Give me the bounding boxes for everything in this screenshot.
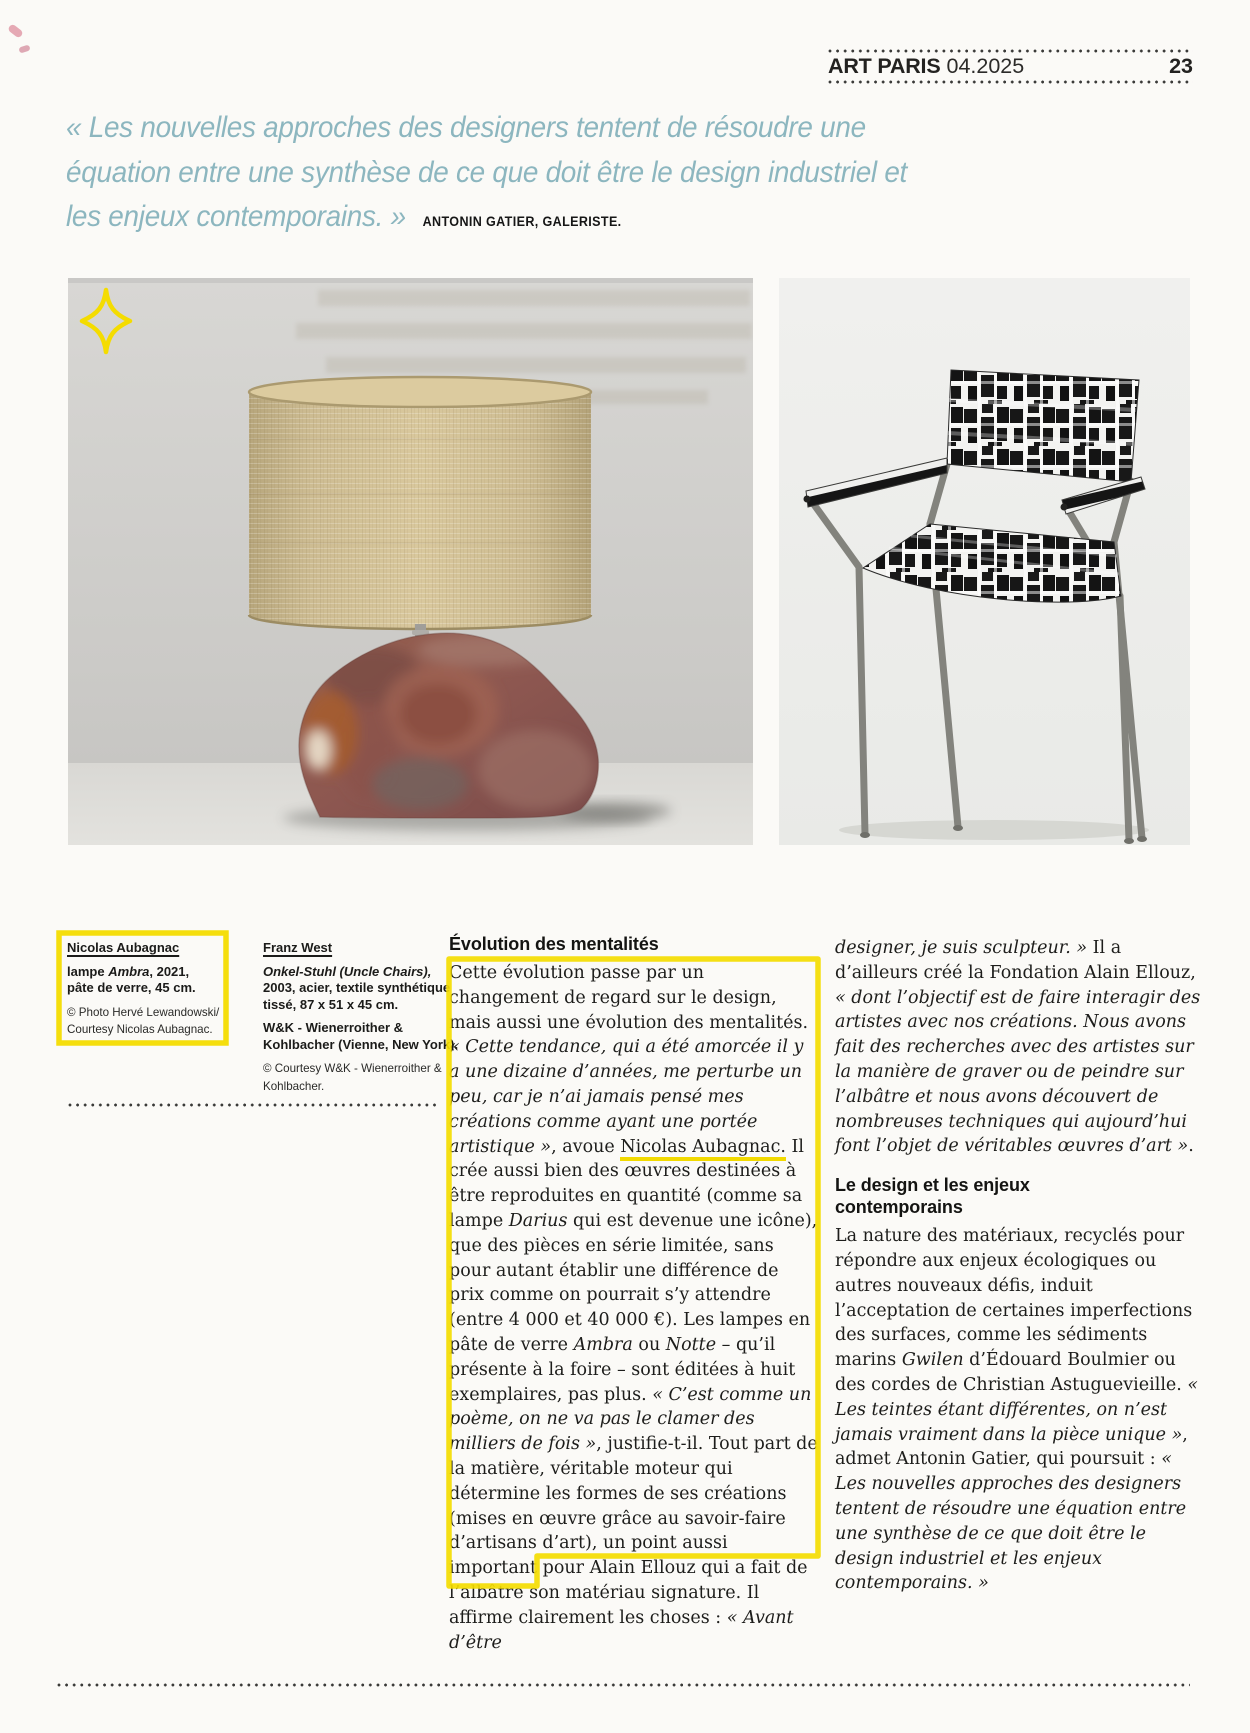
lamp-photo [68, 278, 753, 845]
magazine-title: ART PARIS [828, 54, 941, 78]
issue-date: 04.2025 [946, 54, 1025, 78]
pull-quote: « Les nouvelles approches des designers tentent de résoudre une équation entre une synthèse de ce que doit être le design industriel et les enjeux contemporains. » ANTONIN GATIER, GALERISTE. [66, 111, 908, 233]
article-column-2 [835, 936, 1205, 1596]
article-text-col2-para1: designer, je suis sculpteur. » Il a d’ailleurs créé la Fondation Alain Ellouz, « dont l’objectif est de faire interagir des artistes avec nos créations. Nous avons fait des recherches avec des artistes sur la manière de graver ou de peindre sur l’albâtre et nous avons découvert de nombreuses techniques qui aujourd’hui font l’objet de véritables œuvres d’art ». [835, 938, 1201, 1157]
article-text-col2-para2: La nature des matériaux, recyclés pour répondre aux enjeux écologiques ou autres nouveaux défis, induit l’acceptation de certaines imperfections des surfaces, comme les sédiments marins Gwilen d’Édouard Boulmier ou des cordes de Christian Astuguevieille. « Les teintes étant différentes, on n’est jamais vraiment dans la pièce unique », admet Antonin Gatier, qui poursuit : « Les nouvelles approches des designers tentent de résoudre une équation entre une synthèse de ce que doit être le design industriel et les enjeux contemporains. » [835, 1226, 1199, 1594]
scan-artifact [7, 23, 24, 39]
chair-photo [779, 278, 1190, 845]
scan-artifact [18, 44, 30, 53]
page-header [828, 54, 1193, 79]
caption-lamp: Nicolas Aubagnac lampe Ambra, 2021, pâte de verre, 45 cm. © Photo Hervé Lewandowski/ Courtesy Nicolas Aubagnac. [67, 940, 220, 1036]
masthead [828, 54, 1024, 79]
lamp-illustration [68, 278, 753, 845]
header-rule-bottom [828, 80, 1193, 84]
section-heading-design-enjeux: Le design et les enjeux contemporains [835, 1175, 1030, 1218]
section-heading-mentalites: Évolution des mentalités [449, 934, 659, 954]
header-rule-top [828, 49, 1193, 53]
article-text-col1: Cette évolution passe par un changement de regard sur le design, mais aussi une évolution des mentalités. « Cette tendance, qui a été amorcée il y a une dizaine d’années, me perturbe un peu, car je n’ai jamais pensé mes créations comme ayant une portée artistique », avoue Nicolas Aubagnac. Il crée aussi bien des œuvres destinées à être reproduites en quantité (comme sa lampe Darius qui est devenue une icône), que des pièces en série limitée, sans pour autant établir une différence de prix comme on pourrait s’y attendre (entre 4 000 et 40 000 €). Les lampes en pâte de verre Ambra ou Notte – qu’il présente à la foire – sont éditées à huit exemplaires, pas plus. « C’est comme un poème, on ne va pas le clamer des milliers de fois », justifie-t-il. Tout part de la matière, véritable moteur qui détermine les formes de ses créations (mises en œuvre grâce au savoir-faire d’artisans d’art), un point aussi important pour Alain Ellouz qui a fait de l’albâtre son matériau signature. Il affirme clairement les choses : « Avant d’être [449, 963, 818, 1653]
chair-back-weave [947, 370, 1139, 482]
caption-chair: Franz West Onkel-Stuhl (Uncle Chairs), 2003, acier, textile synthétique tissé, 87 x 51 x 45 cm. W&K - Wienerroither & Kohlbacher (Vienne, New York). © Courtesy W&K - Wienerroither & Kohlbacher. [263, 940, 459, 1093]
page-number: 23 [1169, 54, 1193, 78]
article-column-1 [449, 933, 819, 1655]
chair-illustration [779, 278, 1190, 845]
caption-rule [68, 1103, 437, 1107]
lamp-shade [249, 377, 591, 629]
footer-rule [57, 1683, 1190, 1687]
